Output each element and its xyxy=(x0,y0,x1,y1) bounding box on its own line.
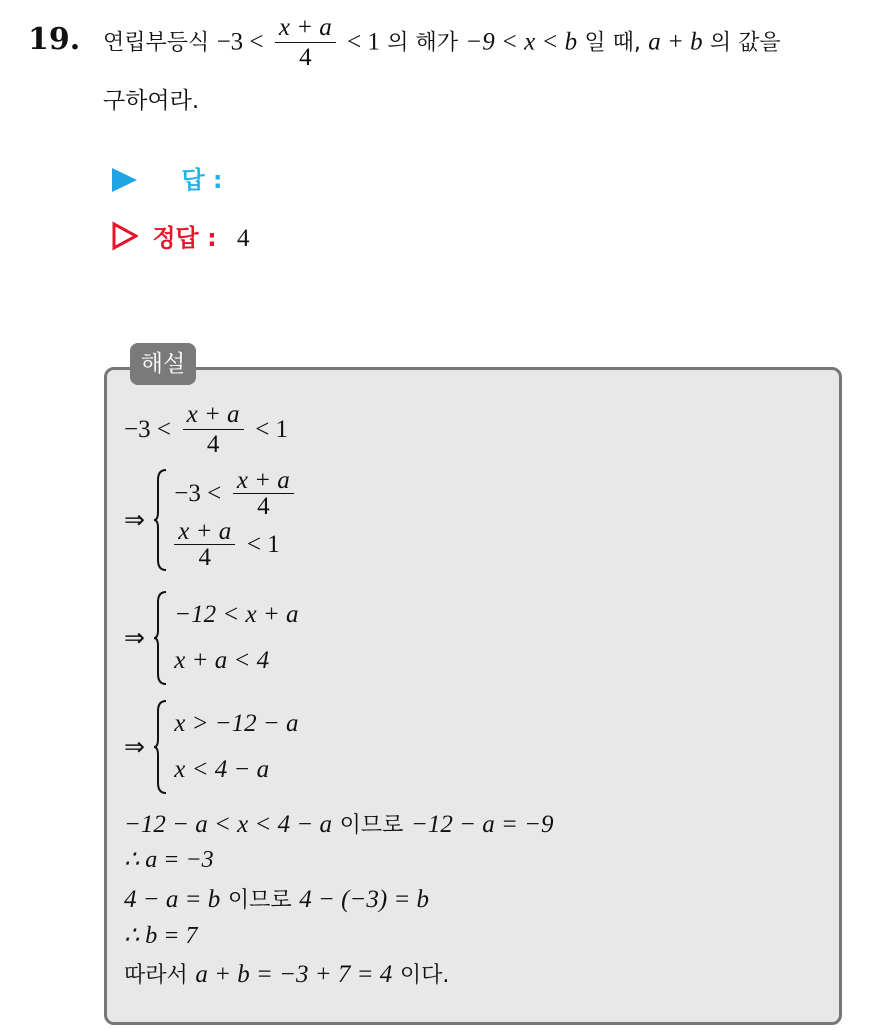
fraction-denominator: 4 xyxy=(233,493,294,520)
left-brace-icon xyxy=(153,699,167,795)
fraction-numerator: x + a xyxy=(178,518,232,545)
math-expression: −9 < x < b xyxy=(465,28,578,56)
fraction-denominator: 4 xyxy=(174,544,235,571)
fraction xyxy=(183,401,244,460)
correct-answer-value: 4 xyxy=(237,225,250,252)
math-expression: −12 − a = −9 xyxy=(411,811,554,838)
solution-tag: 해설 xyxy=(130,343,196,385)
left-brace-icon xyxy=(153,590,167,686)
solution-step-9 xyxy=(124,958,449,989)
question-text-line1 xyxy=(103,14,781,73)
solution-text: 이다. xyxy=(399,963,450,988)
outline-play-icon xyxy=(112,221,138,251)
solution-step-8: ∴ b = 7 xyxy=(124,923,198,949)
question-text-line2: 구하여라. xyxy=(103,88,200,114)
question-number: 19. xyxy=(28,22,81,57)
correct-answer-label: 정답 : xyxy=(152,224,217,252)
math-expression: < 1 xyxy=(347,28,380,56)
math-expression: −3 < xyxy=(124,416,171,443)
correct-answer-row xyxy=(112,218,250,253)
fraction-numerator: x + a xyxy=(186,401,240,428)
solution-step-4 xyxy=(124,699,298,795)
system-row xyxy=(174,469,298,520)
fraction-numerator: x + a xyxy=(278,14,332,41)
fraction xyxy=(174,520,235,571)
solution-step-7 xyxy=(124,883,429,914)
system-row: −12 < x + a xyxy=(174,601,299,628)
system-row xyxy=(174,520,298,571)
solution-step-2 xyxy=(124,468,298,572)
system-row: x > −12 − a xyxy=(174,710,299,737)
math-expression: −12 − a < x < 4 − a xyxy=(124,811,332,838)
system-row: x < 4 − a xyxy=(174,756,270,783)
solution-text: 따라서 xyxy=(124,963,188,988)
fraction xyxy=(233,469,294,520)
system-row: x + a < 4 xyxy=(174,647,270,674)
solution-text: 이므로 xyxy=(227,888,292,913)
fraction xyxy=(275,14,336,73)
math-expression: < 1 xyxy=(246,531,280,558)
solution-box xyxy=(104,367,842,1025)
implies-arrow: ⇒ xyxy=(124,507,145,534)
question-text-part: 의 해가 xyxy=(387,30,459,56)
play-icon xyxy=(112,168,137,192)
solution-step-6: ∴ a = −3 xyxy=(124,847,214,873)
fraction-numerator: x + a xyxy=(236,467,290,494)
math-expression: < 1 xyxy=(255,416,289,443)
question-text-part: 의 값을 xyxy=(709,30,781,56)
math-expression: 4 − a = b xyxy=(124,886,221,913)
solution-text: 이므로 xyxy=(339,813,404,838)
math-expression: a + b xyxy=(648,28,703,56)
question-text-part: 연립부등식 xyxy=(103,30,210,56)
question-text-part: 일 때, xyxy=(584,30,641,56)
answer-row xyxy=(112,160,223,195)
answer-label: 답 : xyxy=(181,166,223,194)
equation-system xyxy=(174,701,298,793)
equation-system xyxy=(174,469,298,571)
math-expression: −3 < xyxy=(216,28,264,56)
fraction-denominator: 4 xyxy=(275,42,336,73)
equation-system xyxy=(174,592,298,684)
fraction-denominator: 4 xyxy=(183,429,244,460)
math-expression: a + b = −3 + 7 = 4 xyxy=(195,961,393,988)
solution-step-1 xyxy=(124,401,288,460)
math-expression: 4 − (−3) = b xyxy=(299,886,430,913)
solution-step-5 xyxy=(124,808,553,839)
left-brace-icon xyxy=(153,468,167,572)
solution-step-3 xyxy=(124,590,298,686)
math-expression: −3 < xyxy=(174,480,222,507)
implies-arrow: ⇒ xyxy=(124,734,145,761)
implies-arrow: ⇒ xyxy=(124,625,145,652)
